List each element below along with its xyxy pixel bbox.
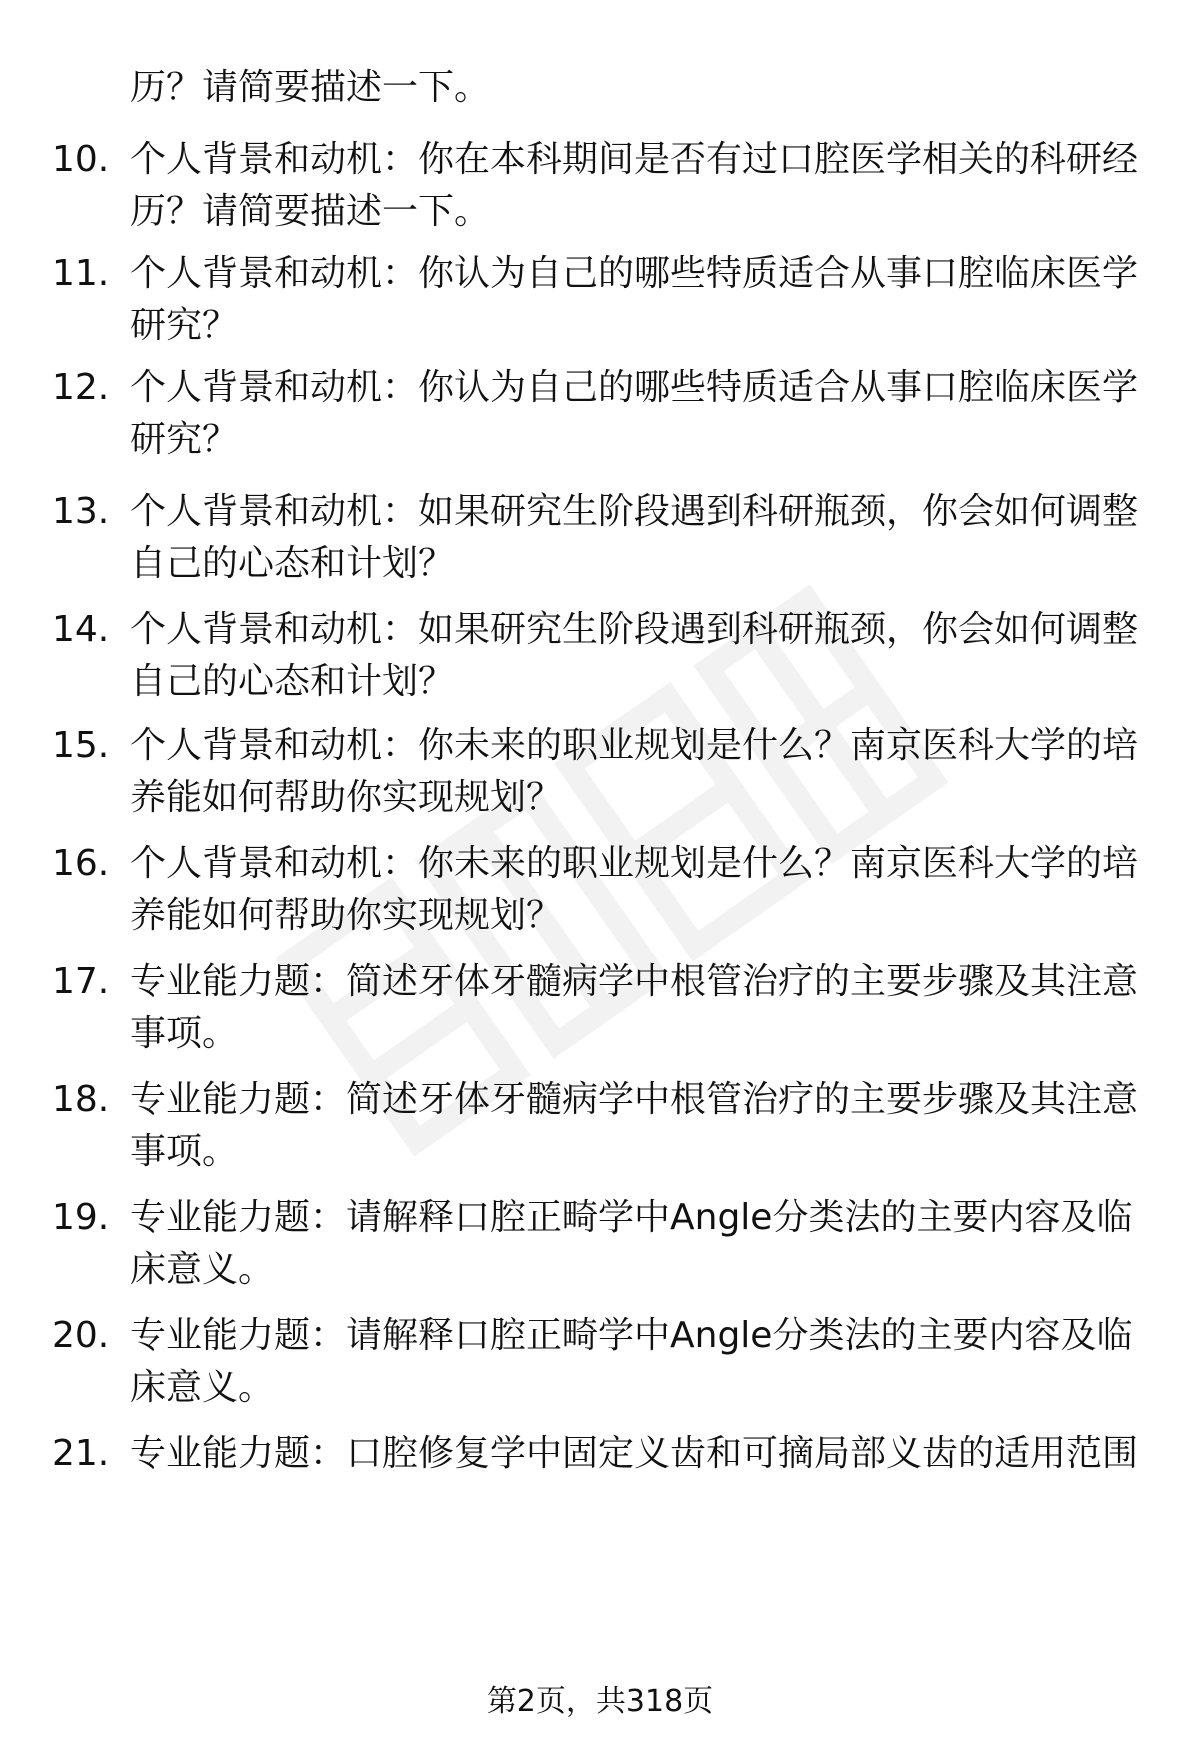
question-number: 11. [52, 253, 110, 294]
list-item [0, 1310, 1200, 1414]
question-number: 20. [52, 1315, 110, 1356]
list-item [0, 134, 1200, 238]
question-text: 个人背景和动机：如果研究生阶段遇到科研瓶颈，你会如何调整自己的心态和计划？ [130, 491, 1139, 584]
question-number: 14. [52, 609, 110, 650]
question-text: 个人背景和动机：你认为自己的哪些特质适合从事口腔临床医学研究？ [130, 253, 1139, 346]
list-item [0, 720, 1200, 824]
question-text: 专业能力题：简述牙体牙髓病学中根管治疗的主要步骤及其注意事项。 [130, 961, 1139, 1054]
question-text: 个人背景和动机：如果研究生阶段遇到科研瓶颈，你会如何调整自己的心态和计划？ [130, 609, 1139, 702]
question-number: 21. [52, 1433, 110, 1474]
question-number: 15. [52, 725, 110, 766]
page-number-footer: 第2页，共318页 [486, 1684, 714, 1719]
question-number: 13. [52, 491, 110, 532]
question-text: 个人背景和动机：你认为自己的哪些特质适合从事口腔临床医学研究？ [130, 367, 1139, 460]
list-item [0, 838, 1200, 942]
continuation-text: 历？请简要描述一下。 [130, 67, 491, 108]
question-text: 个人背景和动机：你未来的职业规划是什么？南京医科大学的培养能如何帮助你实现规划？ [130, 843, 1139, 936]
question-text: 个人背景和动机：你在本科期间是否有过口腔医学相关的科研经历？请简要描述一下。 [130, 139, 1139, 232]
question-text: 专业能力题：简述牙体牙髓病学中根管治疗的主要步骤及其注意事项。 [130, 1079, 1139, 1172]
list-item [0, 956, 1200, 1060]
question-number: 18. [52, 1079, 110, 1120]
list-item [0, 362, 1200, 466]
list-item [0, 486, 1200, 590]
question-text: 个人背景和动机：你未来的职业规划是什么？南京医科大学的培养能如何帮助你实现规划？ [130, 725, 1139, 818]
question-text: 专业能力题：请解释口腔正畸学中Angle分类法的主要内容及临床意义。 [130, 1197, 1133, 1290]
question-number: 10. [52, 139, 110, 180]
question-text: 专业能力题：口腔修复学中固定义齿和可摘局部义齿的适用范围 [130, 1433, 1139, 1474]
question-number: 16. [52, 843, 110, 884]
question-number: 17. [52, 961, 110, 1002]
list-item [0, 248, 1200, 352]
list-item [0, 604, 1200, 708]
question-number: 12. [52, 367, 110, 408]
question-number: 19. [52, 1197, 110, 1238]
question-text: 专业能力题：请解释口腔正畸学中Angle分类法的主要内容及临床意义。 [130, 1315, 1133, 1408]
list-item [0, 1074, 1200, 1178]
list-item [0, 1192, 1200, 1296]
list-item [0, 1428, 1200, 1532]
